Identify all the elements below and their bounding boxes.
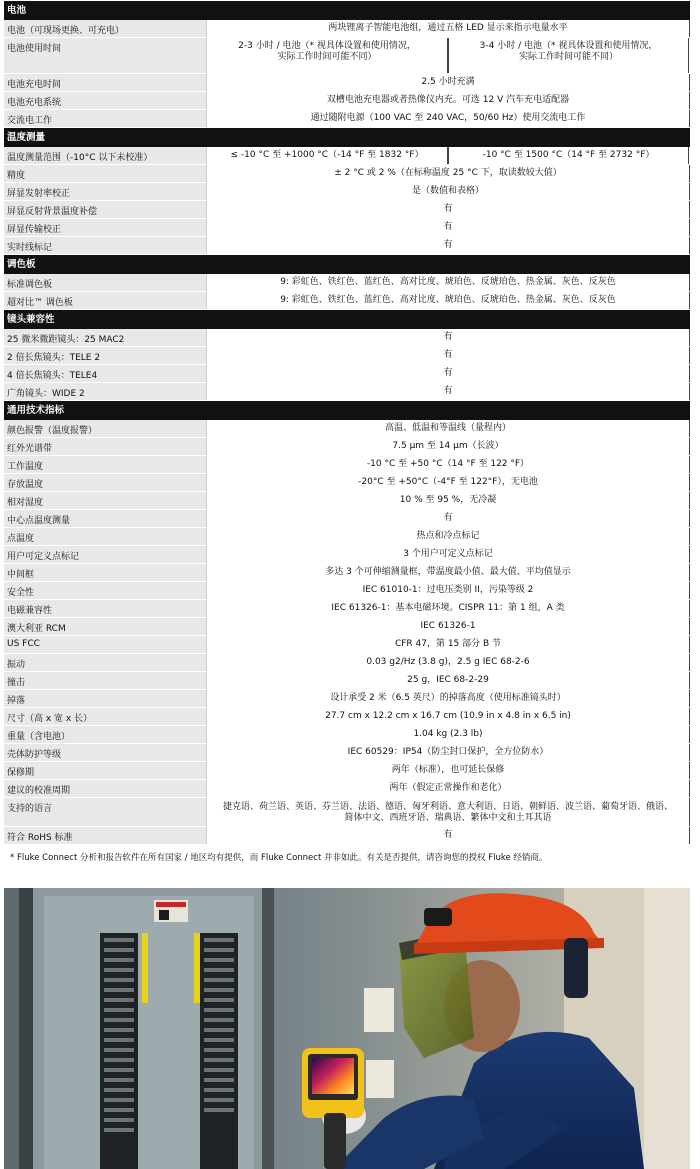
row-label: US FCC <box>4 636 206 653</box>
row-label: 25 微米微距镜头：25 MAC2 <box>4 329 206 346</box>
table-row <box>4 582 690 600</box>
row-label: 点温度 <box>4 528 206 545</box>
row-value: 双槽电池充电器或者热像仪内充。可选 12 V 汽车充电适配器 <box>206 92 690 109</box>
row-value: 1.04 kg (2.3 lb) <box>206 726 690 743</box>
row-label: 存放温度 <box>4 474 206 491</box>
section-header-palettes: 调色板 <box>4 255 690 274</box>
row-value: -20°C 至 +50°C（-4°F 至 122°F），无电池 <box>206 474 690 491</box>
row-value: 设计承受 2 米（6.5 英尺）的掉落高度（使用标准镜头时） <box>206 690 690 707</box>
row-value-languages: 捷克语、荷兰语、英语、芬兰语、法语、德语、匈牙利语、意大利语、日语、朝鲜语、波兰语、葡萄牙语、俄语、 简体中文、西班牙语、瑞典语、繁体中文和土耳其语 <box>206 798 690 826</box>
section-header-general: 通用技术指标 <box>4 401 690 420</box>
row-value: ± 2 °C 或 2 %（在标称温度 25 °C 下，取读数较大值） <box>206 165 690 182</box>
row-label: 实时线标记 <box>4 237 206 254</box>
table-row <box>4 762 690 780</box>
row-label: 澳大利亚 RCM <box>4 618 206 635</box>
technician-thermal-camera-photo <box>4 888 690 1169</box>
row-label: 建议的校准周期 <box>4 780 206 797</box>
row-label: 电池充电时间 <box>4 74 206 91</box>
row-value: 有 <box>206 365 690 382</box>
table-row <box>4 347 690 365</box>
table-row <box>4 456 690 474</box>
row-value: IEC 60529：IP54（防尘封口保护，全方位防水） <box>206 744 690 761</box>
section-header-lenses: 镜头兼容性 <box>4 310 690 329</box>
row-value: 热点和冷点标记 <box>206 528 690 545</box>
row-label: 保修期 <box>4 762 206 779</box>
row-value-model-a: 2-3 小时 / 电池（* 视具体设置和使用情况， 实际工作时间可能不同） <box>206 38 448 73</box>
table-row <box>4 329 690 347</box>
table-row <box>4 201 690 219</box>
row-label: 超对比™ 调色板 <box>4 292 206 309</box>
row-label: 安全性 <box>4 582 206 599</box>
table-row <box>4 492 690 510</box>
table-row <box>4 780 690 798</box>
row-label: 支持的语言 <box>4 798 206 826</box>
row-label: 电池使用时间 <box>4 38 206 73</box>
row-value: IEC 61010-1：过电压类别 II，污染等级 2 <box>206 582 690 599</box>
section-header-temperature: 温度测量 <box>4 128 690 147</box>
row-value: 两年（标准），也可延长保修 <box>206 762 690 779</box>
row-label: 用户可定义点标记 <box>4 546 206 563</box>
table-row <box>4 183 690 201</box>
table-row <box>4 92 690 110</box>
spec-table <box>4 0 690 845</box>
table-row <box>4 654 690 672</box>
row-value: -10 °C 至 +50 °C（14 °F 至 122 °F） <box>206 456 690 473</box>
row-label: 标准调色板 <box>4 274 206 291</box>
row-label: 尺寸（高 x 宽 x 长） <box>4 708 206 725</box>
row-value: 是（数值和表格） <box>206 183 690 200</box>
row-label: 符合 RoHS 标准 <box>4 827 206 844</box>
row-label: 撞击 <box>4 672 206 689</box>
row-value-model-b: -10 °C 至 1500 °C（14 °F 至 2732 °F） <box>448 147 689 164</box>
row-label: 颜色报警（温度报警） <box>4 420 206 437</box>
row-value-model-b: 3-4 小时 / 电池（* 视具体设置和使用情况， 实际工作时间可能不同） <box>448 38 689 73</box>
row-label: 电池（可现场更换、可充电） <box>4 20 206 37</box>
row-value: 有 <box>206 329 690 346</box>
row-label: 精度 <box>4 165 206 182</box>
row-value: 有 <box>206 347 690 364</box>
table-row <box>4 274 690 292</box>
table-row <box>4 510 690 528</box>
row-value: 有 <box>206 201 690 218</box>
table-row <box>4 474 690 492</box>
table-row <box>4 147 690 165</box>
row-value: 2.5 小时充满 <box>206 74 690 91</box>
row-label: 交流电工作 <box>4 110 206 127</box>
row-value: 7.5 μm 至 14 μm（长波） <box>206 438 690 455</box>
row-label: 2 倍长焦镜头：TELE 2 <box>4 347 206 364</box>
row-value: 10 % 至 95 %，无冷凝 <box>206 492 690 509</box>
footnote: * Fluke Connect 分析和报告软件在所有国家 / 地区均有提供，而 Fluke Connect 并非如此。有关是否提供，请咨询您的授权 Fluke 经销商。 <box>10 853 548 863</box>
row-label: 温度测量范围（-10°C 以下未校准） <box>4 147 206 164</box>
table-row <box>4 618 690 636</box>
row-label: 红外光谱带 <box>4 438 206 455</box>
row-value: 有 <box>206 510 690 527</box>
row-label: 工作温度 <box>4 456 206 473</box>
table-row <box>4 546 690 564</box>
row-value: IEC 61326-1 <box>206 618 690 635</box>
row-label: 掉落 <box>4 690 206 707</box>
table-row <box>4 383 690 401</box>
table-row <box>4 672 690 690</box>
table-row <box>4 110 690 128</box>
row-value: 多达 3 个可伸缩测量框，带温度最小值、最大值、平均值显示 <box>206 564 690 581</box>
row-value-model-a: ≤ -10 °C 至 +1000 °C（-14 °F 至 1832 °F） <box>206 147 448 164</box>
row-value: 有 <box>206 827 690 844</box>
row-value: 0.03 g2/Hz (3.8 g)，2.5 g IEC 68-2-6 <box>206 654 690 671</box>
row-value: 有 <box>206 237 690 254</box>
table-row <box>4 165 690 183</box>
row-label: 壳体防护等级 <box>4 744 206 761</box>
table-row <box>4 564 690 582</box>
table-row <box>4 827 690 845</box>
table-row <box>4 438 690 456</box>
table-row <box>4 600 690 618</box>
row-value: 通过随附电源（100 VAC 至 240 VAC，50/60 Hz）使用交流电工作 <box>206 110 690 127</box>
row-value: 25 g，IEC 68-2-29 <box>206 672 690 689</box>
row-label: 屏显发射率校正 <box>4 183 206 200</box>
row-label: 中心点温度测量 <box>4 510 206 527</box>
row-label: 电池充电系统 <box>4 92 206 109</box>
table-row <box>4 20 690 38</box>
row-label: 相对湿度 <box>4 492 206 509</box>
row-value: 27.7 cm x 12.2 cm x 16.7 cm (10.9 in x 4.8 in x 6.5 in) <box>206 708 690 725</box>
table-row <box>4 292 690 310</box>
row-value: 两块锂离子智能电池组，通过五格 LED 显示来指示电量水平 <box>206 20 690 37</box>
table-row <box>4 237 690 255</box>
row-value: 3 个用户可定义点标记 <box>206 546 690 563</box>
row-label: 振动 <box>4 654 206 671</box>
row-label: 广角镜头：WIDE 2 <box>4 383 206 400</box>
table-row <box>4 74 690 92</box>
row-value: 有 <box>206 383 690 400</box>
table-row <box>4 744 690 762</box>
row-label: 屏显传输校正 <box>4 219 206 236</box>
table-row <box>4 690 690 708</box>
table-row <box>4 420 690 438</box>
row-value: 9: 彩虹色、铁红色、蓝红色、高对比度、琥珀色、反琥珀色、热金属、灰色、反灰色 <box>206 292 690 309</box>
table-row <box>4 38 690 74</box>
table-row <box>4 528 690 546</box>
section-header-battery: 电池 <box>4 1 690 20</box>
row-label: 4 倍长焦镜头：TELE4 <box>4 365 206 382</box>
row-label: 屏显反射背景温度补偿 <box>4 201 206 218</box>
row-label: 电磁兼容性 <box>4 600 206 617</box>
row-value: CFR 47，第 15 部分 B 节 <box>206 636 690 653</box>
table-row <box>4 636 690 654</box>
row-label: 中间框 <box>4 564 206 581</box>
row-value: 两年（假定正常操作和老化） <box>206 780 690 797</box>
row-label: 重量（含电池） <box>4 726 206 743</box>
table-row <box>4 365 690 383</box>
table-row <box>4 726 690 744</box>
table-row <box>4 798 690 827</box>
row-value: IEC 61326-1：基本电磁环境。CISPR 11：第 1 组，A 类 <box>206 600 690 617</box>
row-value: 9: 彩虹色、铁红色、蓝红色、高对比度、琥珀色、反琥珀色、热金属、灰色、反灰色 <box>206 274 690 291</box>
row-value: 有 <box>206 219 690 236</box>
table-row <box>4 219 690 237</box>
row-value: 高温、低温和等温线（量程内） <box>206 420 690 437</box>
table-row <box>4 708 690 726</box>
